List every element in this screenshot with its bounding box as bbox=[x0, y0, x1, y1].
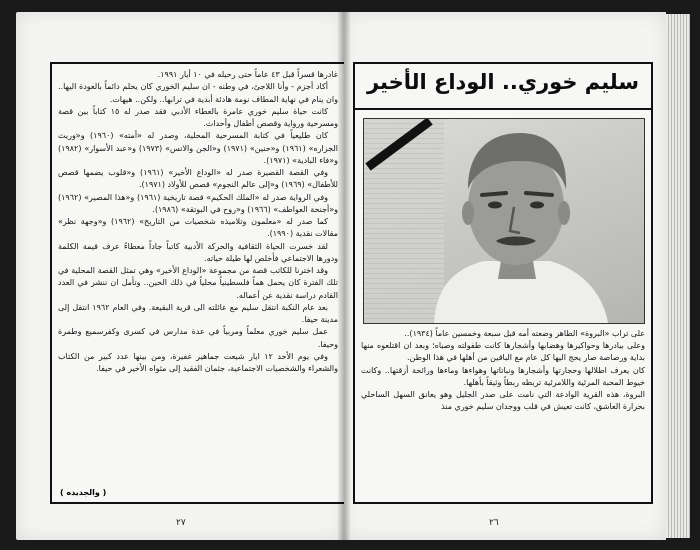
paragraph: غادرها قسراً قبل ٤٣ عاماً حتى رحيله في ١٠ أيار ١٩٩١. bbox=[157, 70, 338, 79]
right-ear-shape bbox=[558, 201, 570, 225]
book-spine-shadow bbox=[338, 12, 350, 540]
paragraph: على تراب «البروة» الطاهر وضعته أمه قبل سبعة وخمسين عاماً (١٩٣٤).. bbox=[404, 329, 645, 338]
paragraph: كانت حياة سليم خوري عامرة بالعطاء الأدبي فقد صدر له ١٥ كتاباً بين قصة ومسرحية ورواية وقصص أطفال وأحداث. bbox=[58, 106, 338, 128]
right-page-text bbox=[361, 328, 645, 413]
right-article-frame bbox=[353, 62, 653, 504]
left-ear-shape bbox=[462, 201, 474, 225]
paragraph: وفي القصة القصيرة صدر له «الوداع الأخير» (١٩٦١) و«قلوب يضمها قصص للأطفال» (١٩٦٩) و«إلى عالم النجوم» قصص للأولاد (١٩٧١). bbox=[58, 168, 338, 190]
paragraph: البروة، هذه القرية الوادعة التي نامت على صدر الجليل وهو يعانق السهل الساحلي بحرارة العاشق، كانت تعيش في قلب ووجدان سليم خوري منذ bbox=[361, 390, 645, 412]
left-page-text bbox=[58, 69, 338, 375]
paragraph: وقد اخترنا للكاتب قصة من مجموعة «الوداع الأخير» وهي تمثل القصة المحلية في تلك الفترة كان يحمل هماً فلسطينياً محلياً في ذلك الحين.. وتأمل ان ننشر في العدد القادم دراسة نقدية عن أعماله. bbox=[58, 266, 338, 300]
page-number-right: ٢٦ bbox=[489, 518, 499, 528]
paragraph: كان طليعياً في كتابة المسرحية المحلية، وصدر له «أمته» (١٩٦٠) و«وريث الجزاره» (١٩٦١) و«حنين» (١٩٧١) و«الجن والانس» (١٩٧٣) و«عبد الأسوار» (١٩٨٢) و«فاء البادية» (١٩٧١). bbox=[58, 131, 339, 165]
paragraph: وفي يوم الأحد ١٢ ايار شيعت جماهير غفيرة، ومن بينها عدد كبير من الكتاب والشعراء والشخصيات الاجتماعية، جثمان الفقيد إلى مثواه الأخير في حيفا. bbox=[58, 351, 338, 373]
paragraph: عمل سليم خوري معلماً ومربياً في عدة مدارس في كسرى وكفرسميع وطمرة وحيفا. bbox=[58, 327, 338, 349]
paragraph: لقد خسرت الحياة الثقافية والحركة الأدبية كاتباً جاداً معطاءً عرف قيمة الكلمة ودورها الاجتماعي فأخلص لها طيلة حياته. bbox=[58, 241, 338, 263]
article-title-bar bbox=[355, 64, 651, 110]
left-page bbox=[16, 12, 344, 540]
paragraph: وفي الرواية صدر له «الملك الحكيم» قصة تاريخية (١٩٦١) و«هذا المصير» (١٩٦٢) و«أجنحة العواطف» (١٩٦٦) و«روح في البوتقة» (١٩٨٦). bbox=[58, 192, 338, 214]
paragraph: وعلى بيادرها وحواكيرها وهضابها وأشجارها كانت طفولته وصباه؛ وبعد ان اقتلعوه منها بداية ورصاصة صار يحج اليها كل عام مع الباقين من أهلها في هذا الوطن. bbox=[361, 341, 645, 363]
page-edges bbox=[666, 14, 690, 538]
paragraph: كان يعرف اطلالها وحجارتها وأشجارها ونباتاتها وهواءها وماءها ورائحة أزقتها.. وكانت خيوط المحبة المرئية واللامرئية تربطه ربطاً وثيقاً بأهلها. bbox=[361, 365, 645, 387]
left-eye-shape bbox=[488, 202, 502, 209]
page-number-left: ٢٧ bbox=[176, 518, 186, 528]
continued-label: ( والجديده ) bbox=[60, 488, 107, 497]
portrait-illustration bbox=[364, 119, 644, 323]
right-eye-shape bbox=[530, 202, 544, 209]
left-text-frame bbox=[50, 62, 346, 504]
mourning-band bbox=[368, 121, 430, 167]
paragraph: بعد عام النكبة انتقل سليم مع عائلته الى قرية البقيعة. وفي العام ١٩٦٢ انتقل إلى مدينة حيفا. bbox=[58, 302, 338, 324]
paragraph: أكاد أجزم - وأنا اللاجئ، في وطنه - ان سليم الخوري كان يحلم دائماً بالعودة اليها.. وان ينام في نهاية المطاف نومة هادئة أبدية في ترابها.. ولكن.. هيهات. bbox=[58, 82, 338, 104]
article-title: سليم خوري.. الوداع الأخير bbox=[366, 70, 640, 94]
paragraph: كما صدر له «معلمون وتلاميذه شخصيات من التاريخ» (١٩٦٢) و«وجهة نظر» مقالات نقدية (١٩٩٠). bbox=[58, 217, 338, 239]
right-page bbox=[344, 12, 666, 540]
author-portrait-photo bbox=[363, 118, 645, 324]
